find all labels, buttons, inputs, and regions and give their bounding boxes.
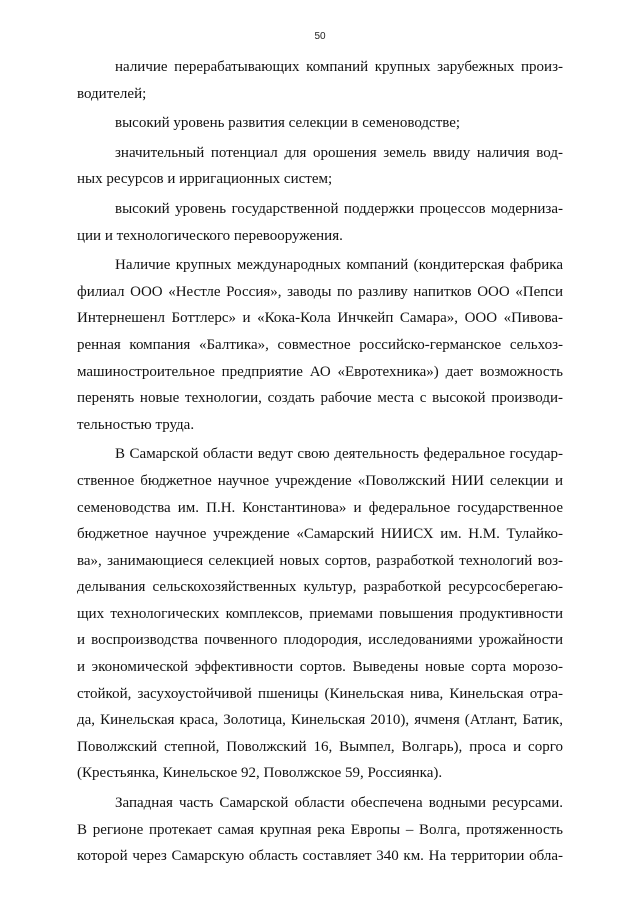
text-line: филиал ООО «Нестле Россия», заводы по разливу напитков ООО «Пепси xyxy=(77,283,563,300)
text-line: ренная компания «Балтика», совместное российско-германское сельхоз- xyxy=(77,336,563,353)
text-line: ва», занимающиеся селекцией новых сортов, разработкой технологий воз- xyxy=(77,552,563,569)
text-line: ственное бюджетное научное учреждение «Поволжский НИИ селекции и xyxy=(77,472,563,489)
text-line: наличие перерабатывающих компаний крупных зарубежных произ- xyxy=(115,59,563,75)
text-line: Наличие крупных международных компаний (кондитерская фабрика xyxy=(115,257,563,274)
text-line: Западная часть Самарской области обеспечена водными ресурсами. xyxy=(115,795,563,812)
paragraph xyxy=(77,252,563,438)
text-line: да, Кинельская краса, Золотица, Кинельская 2010), ячменя (Атлант, Батик, xyxy=(77,712,563,729)
text-line: делывания сельскохозяйственных культур, разработкой ресурсосберегаю- xyxy=(77,579,563,596)
text-line: бюджетное научное учреждение «Самарский НИИСХ им. Н.М. Тулайко- xyxy=(77,526,563,543)
text-line: водителей; xyxy=(77,85,147,102)
text-line: и воспроизводства почвенного плодородия, исследованиями урожайности xyxy=(77,632,563,649)
text-line: В регионе протекает самая крупная река Европы – Волга, протяженность xyxy=(77,821,563,838)
text-line: В Самарской области ведут свою деятельность федеральное государ- xyxy=(115,446,563,463)
text-line: которой через Самарскую область составляет 340 км. На территории обла- xyxy=(77,848,563,865)
text-line: машиностроительное предприятие АО «Евротехника») дает возможность xyxy=(77,363,563,380)
text-line: семеноводства им. П.Н. Константинова» и федеральное государственное xyxy=(77,499,563,516)
text-line: высокий уровень развития селекции в семеноводстве; xyxy=(115,115,461,132)
paragraph xyxy=(77,196,563,249)
text-line: Поволжский степной, Поволжский 16, Вымпел, Волгарь), проса и сорго xyxy=(77,738,563,755)
text-line: стойкой, засухоустойчивой пшеницы (Кинельская нива, Кинельская отра- xyxy=(77,685,563,702)
text-line: щих технологических комплексов, приемами повышения продуктивности xyxy=(77,605,563,622)
text-line: высокий уровень государственной поддержки процессов модерниза- xyxy=(115,200,563,217)
document-body xyxy=(77,54,563,870)
text-line: (Крестьянка, Кинельское 92, Поволжское 59, Россиянка). xyxy=(77,765,443,782)
text-line: перенять новые технологии, создать рабочие места с высокой производи- xyxy=(77,390,563,407)
paragraph xyxy=(77,441,563,787)
paragraph xyxy=(77,54,563,107)
paragraph xyxy=(77,110,563,137)
text-line: значительный потенциал для орошения земель ввиду наличия вод- xyxy=(115,144,563,161)
text-line: Интернешенл Боттлерс» и «Кока-Кола Инчкейп Самара», ООО «Пивова- xyxy=(77,310,563,327)
text-line: и экономической эффективности сортов. Выведены новые сорта морозо- xyxy=(77,659,563,676)
page-number: 50 xyxy=(314,31,326,42)
text-line: ции и технологического перевооружения. xyxy=(77,227,343,244)
text-line: тельностью труда. xyxy=(77,416,195,433)
text-line: ных ресурсов и ирригационных систем; xyxy=(77,171,333,188)
paragraph xyxy=(77,790,563,870)
paragraph xyxy=(77,140,563,193)
